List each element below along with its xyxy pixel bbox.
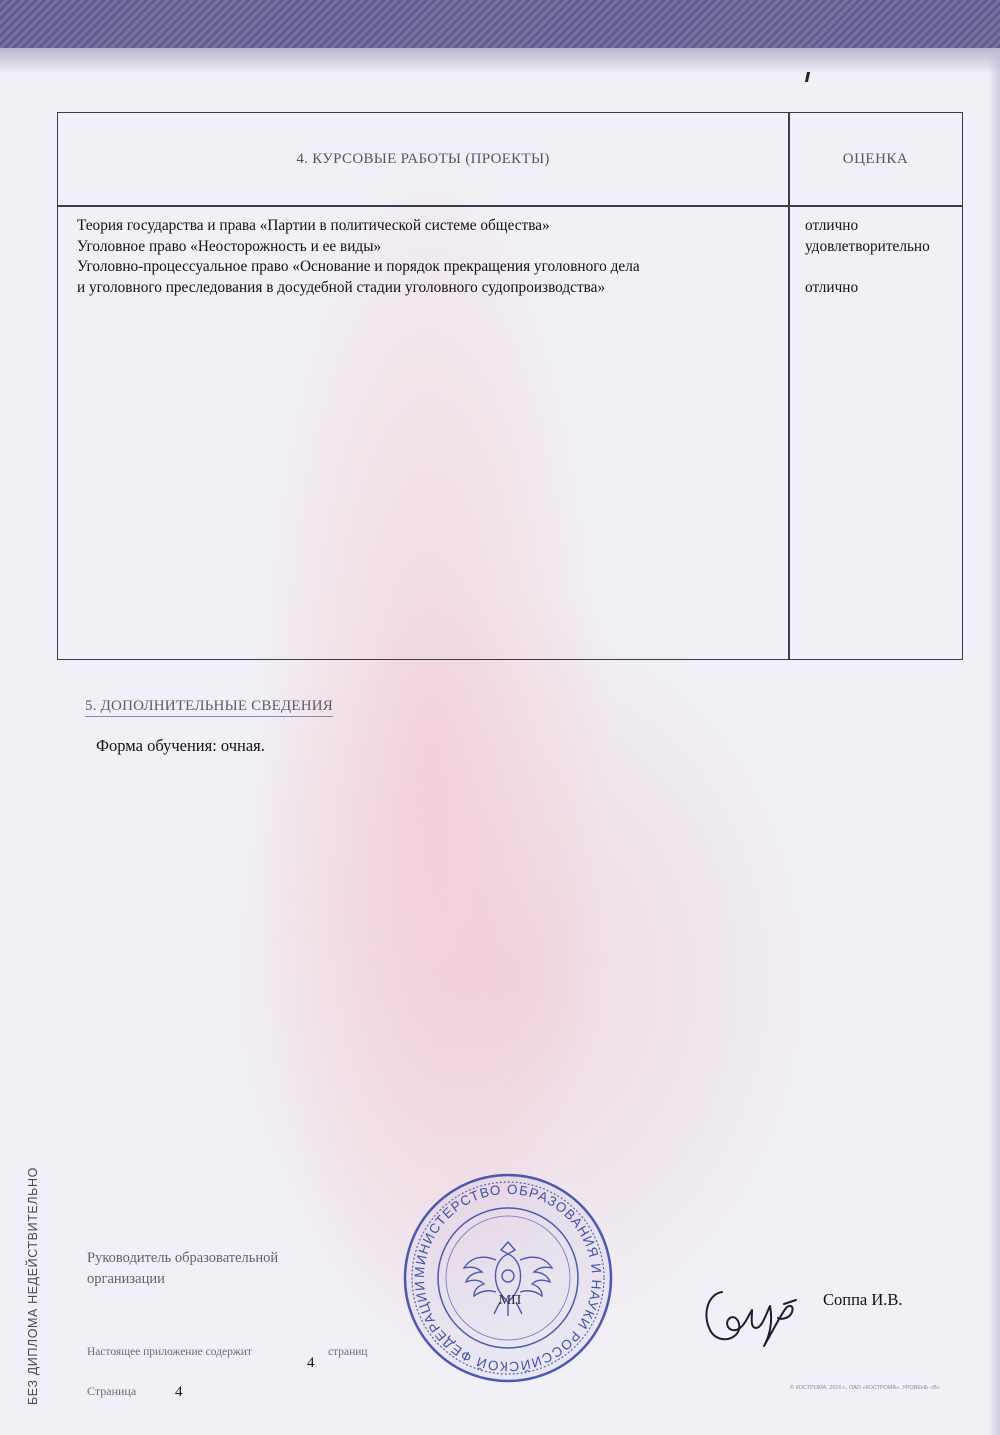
coursework-line: Уголовное право «Неосторожность и ее виды» <box>77 237 382 255</box>
coursework-line: Уголовно-процессуальное право «Основание и порядок прекращения уголовного дела <box>77 258 640 275</box>
page-label: Страница <box>87 1384 137 1398</box>
seal-graphic <box>402 1172 614 1384</box>
head-label-line: организации <box>87 1271 165 1287</box>
margin-warning-note: БЕЗ ДИПЛОМА НЕДЕЙСТВИТЕЛЬНО <box>26 1167 40 1405</box>
signature-graphic <box>700 1270 800 1350</box>
handwritten-signature <box>700 1270 800 1350</box>
seal-ring-text: МИНИСТЕРСТВО ОБРАЗОВАНИЯ И НАУКИ РОССИЙСКОЙ ФЕДЕРАЦИИ <box>411 1181 605 1375</box>
additional-info-heading: 5. ДОПОЛНИТЕЛЬНЫЕ СВЕДЕНИЯ <box>85 698 333 717</box>
grade-value: удовлетворительно <box>805 237 930 255</box>
grade-value <box>805 257 965 278</box>
scan-mark <box>805 72 810 82</box>
grade-list <box>805 216 965 298</box>
decorative-top-band <box>0 0 1000 48</box>
coursework-line: Теория государства и права «Партии в политической системе общества» <box>77 217 550 234</box>
grade-value: отлично <box>805 217 859 234</box>
page-number: 4 <box>175 1384 183 1400</box>
organization-head-label <box>87 1248 278 1290</box>
printer-imprint: © КОСТРОМА, 2016 г., ОАО «КОСТРОМА», УРОВЕНЬ «В» <box>790 1385 940 1391</box>
grade-value: отлично <box>805 278 859 296</box>
coursework-section-title: 4. КУРСОВЫЕ РАБОТЫ (ПРОЕКТЫ) <box>296 151 550 167</box>
pages-word: страниц <box>328 1346 368 1358</box>
coursework-table <box>57 112 963 660</box>
study-form-text: Форма обучения: очная. <box>96 736 265 755</box>
head-label-line: Руководитель образовательной <box>87 1250 279 1266</box>
official-seal <box>402 1172 614 1384</box>
seal-mp-label: МП <box>498 1293 522 1308</box>
top-band-fade <box>0 48 1000 74</box>
grade-column-header: ОЦЕНКА <box>842 151 909 167</box>
table-column-divider <box>788 113 790 659</box>
table-header-divider <box>58 205 962 207</box>
page-edge-strip <box>988 48 1000 1435</box>
pages-count-value: 4 <box>307 1355 315 1371</box>
coursework-line: и уголовного преследования в досудебной стадии уголовного судопроизводства» <box>77 278 606 296</box>
pages-count-label: Настоящее приложение содержит <box>87 1346 252 1358</box>
seal-outer-ring <box>405 1175 611 1381</box>
signer-name: Соппа И.В. <box>823 1290 903 1309</box>
coursework-list <box>77 216 777 298</box>
